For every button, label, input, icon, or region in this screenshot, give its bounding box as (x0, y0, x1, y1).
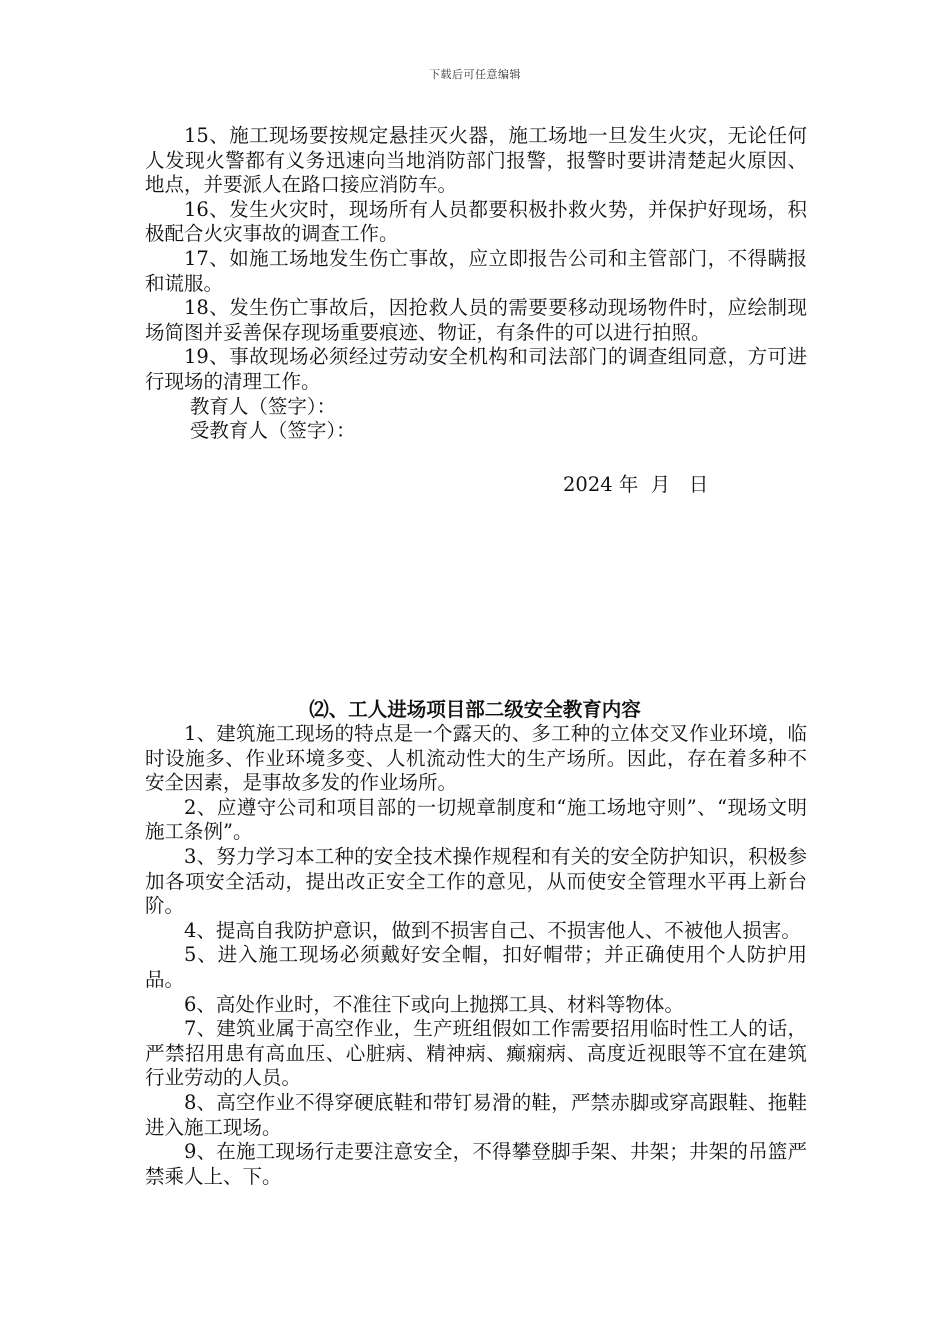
section-title-second-level-education: ⑵、工人进场项目部二级安全教育内容 (309, 698, 641, 721)
rule-item-19: 19、事故现场必须经过劳动安全机构和司法部门的调查组同意，方可进行现场的清理工作。 (145, 345, 807, 393)
page-header-note: 下载后可任意编辑 (429, 68, 521, 81)
rule-item-4: 4、提高自我防护意识，做到不损害自己、不损害他人、不被他人损害。 (184, 918, 801, 942)
educator-signature-line: 教育人（签字）： (189, 394, 337, 418)
second-level-education-section (145, 722, 807, 1189)
rule-item-5: 5、进入施工现场必须戴好安全帽，扣好帽带；并正确使用个人防护用品。 (145, 943, 807, 991)
rule-item-7: 7、建筑业属于高空作业，生产班组假如工作需要招用临时性工人的话，严禁招用患有高血压、心脏病、精神病、癫痫病、高度近视眼等不宜在建筑行业劳动的人员。 (145, 1017, 807, 1090)
rule-item-17: 17、如施工场地发生伤亡事故，应立即报告公司和主管部门，不得瞒报和谎服。 (145, 246, 807, 295)
rule-item-1: 1、建筑施工现场的特点是一个露天的、多工种的立体交叉作业环境，临时设施多、作业环境多变、人机流动性大的生产场所。因此，存在着多种不安全因素，是事故多发的作业场所。 (145, 722, 807, 795)
rule-item-18: 18、发生伤亡事故后，因抢救人员的需要要移动现场物件时，应绘制现场简图并妥善保存现场重要痕迹、物证，有条件的可以进行拍照。 (145, 296, 807, 344)
rule-item-2: 2、应遵守公司和项目部的一切规章制度和“施工场地守则”、“现场文明施工条例”。 (145, 795, 807, 844)
rule-item-3: 3、努力学习本工种的安全技术操作规程和有关的安全防护知识，积极参加各项安全活动，提出改正安全工作的意见，从而使安全管理水平再上新台阶。 (145, 844, 807, 918)
rule-item-9: 9、在施工现场行走要注意安全，不得攀登脚手架、井架；井架的吊篮严禁乘人上、下。 (145, 1140, 807, 1188)
rule-item-8: 8、高空作业不得穿硬底鞋和带钉易滑的鞋，严禁赤脚或穿高跟鞋、拖鞋进入施工现场。 (145, 1090, 807, 1139)
educatee-signature-line: 受教育人（签字）： (189, 419, 356, 443)
rule-item-15: 15、施工现场要按规定悬挂灭火器，施工场地一旦发生火灾，无论任何人发现火警都有义务迅速向当地消防部门报警，报警时要讲清楚起火原因、地点，并要派人在路口接应消防车。 (145, 124, 807, 197)
signature-date: 2024 年 月 日 (563, 473, 709, 496)
fire-accident-section (145, 124, 807, 444)
rule-item-16: 16、发生火灾时，现场所有人员都要积极扑救火势，并保护好现场，积极配合火灾事故的调查工作。 (145, 197, 807, 246)
rule-item-6: 6、高处作业时，不准往下或向上抛掷工具、材料等物体。 (184, 992, 684, 1016)
